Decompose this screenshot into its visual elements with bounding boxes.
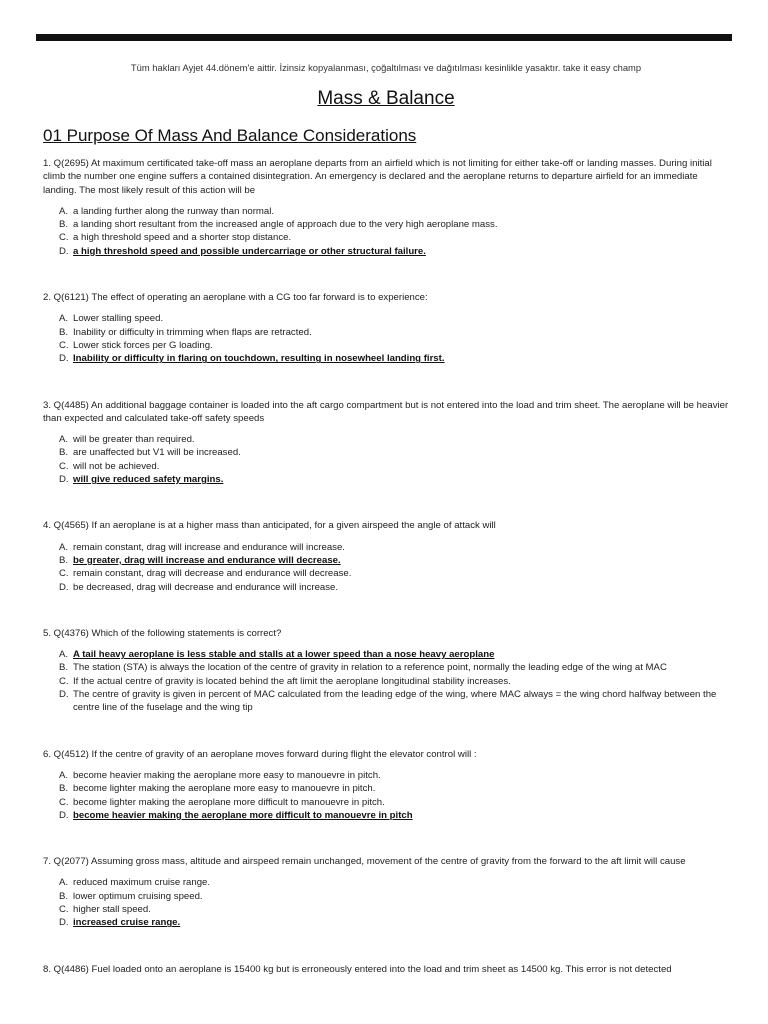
top-rule bbox=[36, 34, 732, 41]
answer-option bbox=[43, 245, 729, 258]
correct-answer-text: will give reduced safety margins. bbox=[73, 474, 224, 486]
option-letter: C. bbox=[59, 568, 69, 580]
question-block bbox=[43, 748, 729, 822]
answer-option bbox=[43, 446, 729, 459]
answer-options bbox=[43, 312, 729, 365]
answer-options bbox=[43, 769, 729, 822]
correct-answer-text: a high threshold speed and possible undercarriage or other structural failure. bbox=[73, 245, 426, 257]
answer-option bbox=[43, 661, 729, 674]
option-letter: C. bbox=[59, 460, 69, 472]
answer-option bbox=[43, 231, 729, 244]
option-letter: D. bbox=[59, 917, 69, 929]
answer-option bbox=[43, 876, 729, 889]
option-text: will not be achieved. bbox=[73, 460, 160, 472]
answer-option bbox=[43, 675, 729, 688]
answer-option bbox=[43, 688, 729, 715]
option-letter: B. bbox=[59, 783, 69, 795]
option-text: will be greater than required. bbox=[73, 434, 195, 446]
option-letter: A. bbox=[59, 769, 69, 781]
answer-option bbox=[43, 326, 729, 339]
question-block bbox=[43, 157, 729, 258]
answer-option bbox=[43, 218, 729, 231]
option-text: Inability or difficulty in trimming when flaps are retracted. bbox=[73, 326, 312, 338]
answer-option bbox=[43, 541, 729, 554]
option-letter: D. bbox=[59, 689, 69, 701]
answer-options bbox=[43, 876, 729, 929]
correct-answer-text: increased cruise range. bbox=[73, 917, 181, 929]
answer-option bbox=[43, 916, 729, 929]
option-text: a landing short resultant from the increased angle of approach due to the very high aeroplane mass. bbox=[73, 219, 498, 231]
option-letter: B. bbox=[59, 662, 69, 674]
option-text: become heavier making the aeroplane more easy to manouevre in pitch. bbox=[73, 769, 381, 781]
option-text: a high threshold speed and a shorter stop distance. bbox=[73, 232, 292, 244]
option-letter: A. bbox=[59, 877, 69, 889]
answer-option bbox=[43, 809, 729, 822]
option-text: are unaffected but V1 will be increased. bbox=[73, 447, 241, 459]
option-text: be decreased, drag will decrease and endurance will increase. bbox=[73, 581, 339, 593]
option-letter: B. bbox=[59, 447, 69, 459]
option-letter: D. bbox=[59, 581, 69, 593]
option-letter: C. bbox=[59, 796, 69, 808]
option-letter: D. bbox=[59, 474, 69, 486]
answer-option bbox=[43, 648, 729, 661]
option-letter: C. bbox=[59, 232, 69, 244]
option-text: If the actual centre of gravity is located behind the aft limit the aeroplane longitudinal stability increases. bbox=[73, 675, 511, 687]
option-text: The centre of gravity is given in percent of MAC calculated from the leading edge of the wing, where MAC always = the wing chord halfway between the centre line of the fuselage and the wing tip bbox=[73, 689, 717, 714]
answer-option bbox=[43, 567, 729, 580]
question-text: 6. Q(4512) If the centre of gravity of an aeroplane moves forward during flight the elevator control will : bbox=[43, 748, 477, 760]
correct-answer-text: become heavier making the aeroplane more difficult to manouevre in pitch bbox=[73, 809, 413, 821]
answer-option bbox=[43, 903, 729, 916]
option-text: higher stall speed. bbox=[73, 903, 151, 915]
option-letter: D. bbox=[59, 245, 69, 257]
option-text: lower optimum cruising speed. bbox=[73, 890, 203, 902]
question-text: 2. Q(6121) The effect of operating an aeroplane with a CG too far forward is to experience: bbox=[43, 292, 428, 304]
option-text: The station (STA) is always the location of the centre of gravity in relation to a reference point, normally the leading edge of the wing at MAC bbox=[73, 662, 667, 674]
option-text: become lighter making the aeroplane more difficult to manouevre in pitch. bbox=[73, 796, 385, 808]
section-title: 01 Purpose Of Mass And Balance Considerations bbox=[43, 126, 417, 145]
option-text: remain constant, drag will decrease and endurance will decrease. bbox=[73, 568, 352, 580]
option-letter: C. bbox=[59, 903, 69, 915]
option-text: a landing further along the runway than normal. bbox=[73, 205, 275, 217]
answer-options bbox=[43, 541, 729, 594]
option-letter: A. bbox=[59, 434, 69, 446]
question-text: 4. Q(4565) If an aeroplane is at a higher mass than anticipated, for a given airspeed the angle of attack will bbox=[43, 520, 496, 532]
question-list bbox=[43, 157, 729, 1009]
option-text: become lighter making the aeroplane more easy to manouevre in pitch. bbox=[73, 783, 376, 795]
answer-option bbox=[43, 205, 729, 218]
document-title: Mass & Balance bbox=[317, 88, 455, 109]
option-letter: D. bbox=[59, 809, 69, 821]
answer-option bbox=[43, 433, 729, 446]
option-letter: D. bbox=[59, 353, 69, 365]
correct-answer-text: be greater, drag will increase and endurance will decrease. bbox=[73, 554, 341, 566]
answer-option bbox=[43, 581, 729, 594]
option-letter: B. bbox=[59, 219, 69, 231]
answer-option bbox=[43, 312, 729, 325]
question-block bbox=[43, 519, 729, 593]
question-block bbox=[43, 627, 729, 715]
option-text: reduced maximum cruise range. bbox=[73, 877, 211, 889]
answer-option bbox=[43, 796, 729, 809]
option-letter: A. bbox=[59, 313, 69, 325]
question-block bbox=[43, 963, 729, 976]
question-block bbox=[43, 291, 729, 365]
question-text: 7. Q(2077) Assuming gross mass, altitude and airspeed remain unchanged, movement of the centre of gravity from the forward to the aft limit will cause bbox=[43, 856, 686, 868]
question-text: 5. Q(4376) Which of the following statements is correct? bbox=[43, 627, 282, 639]
correct-answer-text: A tail heavy aeroplane is less stable and stalls at a lower speed than a nose heavy aeroplane bbox=[73, 649, 495, 661]
option-letter: B. bbox=[59, 554, 69, 566]
answer-option bbox=[43, 769, 729, 782]
option-text: Lower stick forces per G loading. bbox=[73, 339, 213, 351]
answer-option bbox=[43, 782, 729, 795]
answer-options bbox=[43, 433, 729, 486]
answer-option bbox=[43, 352, 729, 365]
option-letter: C. bbox=[59, 339, 69, 351]
correct-answer-text: Inability or difficulty in flaring on touchdown, resulting in nosewheel landing first. bbox=[73, 353, 445, 365]
option-letter: A. bbox=[59, 649, 69, 661]
question-text: 8. Q(4486) Fuel loaded onto an aeroplane is 15400 kg but is erroneously entered into the load and trim sheet as 14500 kg. This error is not detected bbox=[43, 963, 672, 975]
answer-option bbox=[43, 339, 729, 352]
option-text: Lower stalling speed. bbox=[73, 313, 164, 325]
answer-option bbox=[43, 473, 729, 486]
question-block bbox=[43, 855, 729, 929]
option-letter: B. bbox=[59, 326, 69, 338]
answer-options bbox=[43, 205, 729, 258]
option-text: remain constant, drag will increase and endurance will increase. bbox=[73, 541, 345, 553]
question-text: 3. Q(4485) An additional baggage container is loaded into the aft cargo compartment but is not entered into the load and trim sheet. The aeroplane will be heavier than expected and calculated take-off safety speeds bbox=[43, 399, 729, 424]
question-block bbox=[43, 399, 729, 487]
option-letter: A. bbox=[59, 541, 69, 553]
answer-option bbox=[43, 460, 729, 473]
copyright-notice: Tüm hakları Ayjet 44.dönem'e aittir. İzinsiz kopyalanması, çoğaltılması ve dağıtılması kesinlikle yasaktır. take it easy champ bbox=[130, 62, 642, 73]
answer-options bbox=[43, 648, 729, 714]
option-letter: A. bbox=[59, 205, 69, 217]
answer-option bbox=[43, 890, 729, 903]
question-text: 1. Q(2695) At maximum certificated take-off mass an aeroplane departs from an airfield which is not limiting for either take-off or landing masses. During initial climb the number one engine suffers a contained disintegration. An emergency is declared and the aeroplane returns to departure airfield for an immediate landing. The most likely result of this action will be bbox=[43, 158, 712, 196]
option-letter: C. bbox=[59, 675, 69, 687]
option-letter: B. bbox=[59, 890, 69, 902]
answer-option bbox=[43, 554, 729, 567]
